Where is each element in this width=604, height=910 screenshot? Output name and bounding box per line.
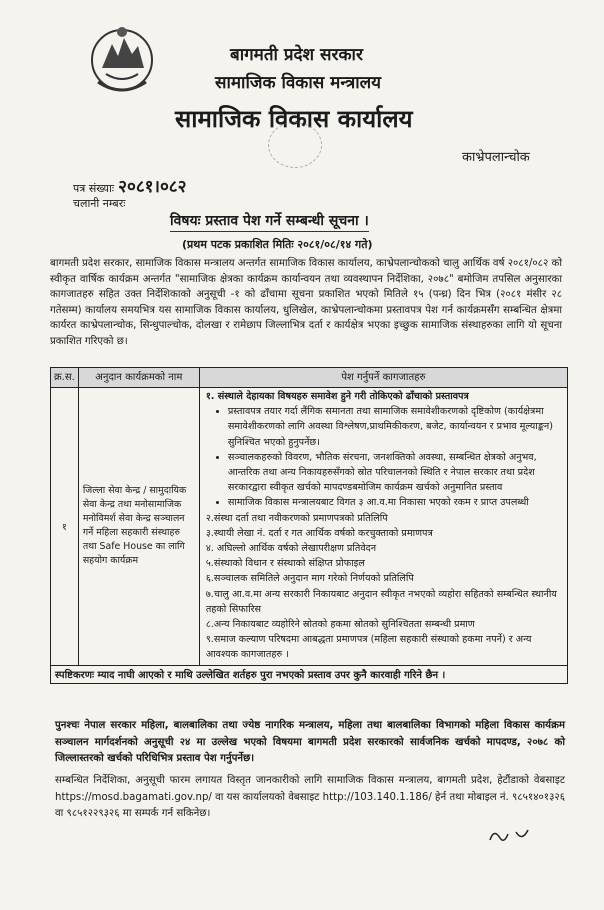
doc-item: ४. अघिल्लो आर्थिक वर्षको लेखापरीक्षण प्रतिवेदन: [205, 543, 377, 555]
doc-item-1: १. संस्थाले देहायका विषयहरु समावेश हुने गरी तोकिएको ढाँचाको प्रस्तावपत्र: [205, 391, 469, 402]
patra-sankhya: [73, 174, 186, 197]
header-sn: क्र.स.: [51, 368, 79, 388]
row-program: जिल्ला सेवा केन्द्र / सामुदायिक सेवा केन्द्र तथा मनोसामाजिक मनोविमर्श सेवा केन्द्र सञ्चालन गर्ने महिला सहकारी संस्थाहरु तथा Safe House का लागि सहयोग कार्यक्रम: [78, 388, 199, 666]
office-location: काभ्रेपलान्चोक: [462, 150, 530, 165]
nepal-emblem-icon: [88, 22, 156, 100]
published-date: (प्रथम पटक प्रकाशित मितिः २०८१/०८/१४ गते): [182, 238, 373, 251]
header-program: अनुदान कार्यक्रमको नाम: [78, 368, 199, 388]
doc-item: ८.अन्य निकायबाट व्यहोरिने स्रोतको हकमा स्रोतको सुनिश्चितता सम्बन्धी प्रमाण: [205, 619, 475, 631]
office-stamp: [268, 122, 322, 168]
ministry-name: सामाजिक विकास मन्त्रालय: [215, 73, 382, 93]
doc-item: ९.समाज कल्याण परिषदमा आबद्धता प्रमाणपत्र (महिला सहकारी संस्थाको हकमा नपर्ने) र अन्य आवश्यक कागजातहरु ।: [205, 634, 532, 661]
doc-bullet: • सामाजिक विकास मन्त्रालयबाट विगत ३ आ.व.मा निकासा भएको रकम र प्राप्त उपलब्धी: [228, 495, 561, 510]
patra-label: पत्र संख्याः: [73, 182, 115, 195]
table-row: [51, 388, 568, 666]
row-sn: १: [51, 388, 79, 666]
table-header-row: [51, 368, 568, 388]
doc-bullet: • सञ्चालकहरुको विवरण, भौतिक संरचना, जनशक्तिको अवस्था, सम्बन्धित क्षेत्रको अनुभव, आन्तरिक तथा अन्य निकायहरुसँगको स्रोत परिचालनको स्थिति र नेपाल सरकार तथा प्रदेश सरकारद्वारा स्वीकृत खर्चको मापदण्डबमोजिम कार्यक्रम खर्चको अनुमानित प्रस्ताव: [228, 450, 561, 496]
postscript-paragraph: पुनश्चः नेपाल सरकार महिला, बालबालिका तथा ज्येष्ठ नागरिक मन्त्रालय, महिला तथा बालबालिका विभागको महिला विकास कार्यक्रम सञ्चालन मार्गदर्शनको अनुसूची २४ मा उल्लेख भएको विषयमा बागमती प्रदेश सरकारको सार्वजनिक खर्चको मापदण्ड, २०७८ को जिल्लास्तरको खर्चको परिधिभित्र प्रस्ताव पेश गर्नुपर्नेछ।: [55, 720, 565, 764]
office-name: सामाजिक विकास कार्यालय: [175, 105, 413, 133]
clarification-note: स्पष्टिकरणः म्याद नाघी आएको र माथि उल्लेखित शर्तहरु पुरा नभएको प्रस्ताव उपर कुनै कारवाही गरिने छैन ।: [51, 665, 568, 683]
requirements-table: [50, 367, 568, 684]
header-documents: पेश गर्नुपर्ने कागजातहरु: [199, 368, 567, 388]
doc-item: ५.संस्थाको विधान र संस्थाको संक्षिप्त प्रोफाइल: [205, 558, 365, 570]
doc-item: ७.चालु आ.व.मा अन्य सरकारी निकायबाट अनुदान स्वीकृत नभएको व्यहोरा सहितको सम्बन्धित स्थानीय तहको सिफारिस: [205, 588, 557, 615]
doc-bullet: • प्रस्तावपत्र तयार गर्दा लैंगिक समानता तथा सामाजिक समावेशीकरणको दृष्टिकोण (कार्यक्षेत्रमा समावेशीकरणको लागि अवस्था विश्लेषण,प्राथमिकीकरण, बजेट, कार्यान्वयन र प्रभाव मूल्याङ्कन) सुनिश्चित भएको हुनुपर्नेछ।: [228, 404, 561, 450]
doc-item: ३.स्थायी लेखा नं. दर्ता र गत आर्थिक वर्षको करचुक्ताको प्रमाणपत्र: [205, 527, 433, 539]
patra-number: २०८१।०८२: [118, 177, 187, 197]
row-documents: [199, 388, 567, 666]
notice-subject: विषयः प्रस्ताव पेश गर्ने सम्बन्धी सूचना ।: [170, 211, 369, 232]
contact-paragraph: सम्बन्धित निर्देशिका, अनुसूची फारम लगायत विस्तृत जानकारीको लागि सामाजिक विकास मन्त्रालय, बागमती प्रदेश, हेटौंडाको वेबसाइट https://mosd.bagamati.gov.np/ वा यस कार्यालयको वेबसाइट http://103.140.1.186/ हेर्न तथा मोबाइल नं. ९८५१४०१३२६ वा ९८५१२२९३२६ मा सम्पर्क गर्न सकिनेछ।: [55, 775, 565, 819]
government-name: बागमती प्रदेश सरकार: [230, 45, 363, 65]
doc-item: २.संस्था दर्ता तथा नवीकरणको प्रमाणपत्रको प्रतिलिपि: [205, 512, 388, 524]
chalani-number: चलानी नम्बरः: [73, 197, 126, 210]
intro-paragraph: बागमती प्रदेश सरकार, सामाजिक विकास मन्त्रालय अन्तर्गत सामाजिक विकास कार्यालय, काभ्रेपलान्चोकको चालु आर्थिक वर्ष २०८१/०८२ को स्वीकृत वार्षिक कार्यक्रम अन्तर्गत "सामाजिक क्षेत्रका कार्यक्रम कार्यान्वयन तथा व्यवस्थापन निर्देशिका, २०७८" बमोजिम तपसिल अनुसारका कागजातहरु सहित उक्त निर्देशिकाको अनुसूची -१ को ढाँचामा सूचना प्रकाशित भएको मितिले १५ (पन्ध्र) दिन भित्र (२०८१ मंसीर २८ गतेसम्म) कार्यालय समयभित्र यस सामाजिक विकास कार्यालय, धुलिखेल, काभ्रेपलान्चोकमा प्रस्तावपत्र पेश गर्न कार्यक्रमसँग सम्बन्धित क्षेत्रमा कार्यरत काभ्रेपलान्चोक, सिन्धुपाल्चोक, दोलखा र रामेछाप जिल्लाभित्र दर्ता र कार्यक्षेत्र भएका इच्छुक सामाजिक संस्थाहरुका लागि यो सूचना प्रकाशित गरिएको छ।: [50, 258, 562, 347]
doc-item: ६.सञ्चालक समितिले अनुदान माग गरेको निर्णयको प्रतिलिपि: [205, 573, 414, 585]
signature-mark: [488, 826, 532, 846]
table-note-row: [51, 665, 568, 683]
doc-item-1-bullets: [206, 404, 561, 510]
